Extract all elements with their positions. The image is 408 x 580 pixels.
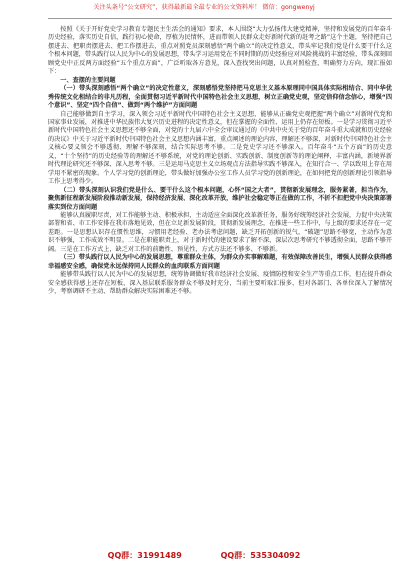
- body-paragraph-2: 能够认真履职尽责，对工作能够主动、积极承担，主动适应全面深化改革新任务，服务好统筹经济社会发展，力促中央决策部署和省、市工作安排在我市落地见效，但在立足新发展阶段，贯彻新发展理念，在推进一些工作中，与上级的要求还存在一定差距。一是思想认识存在惯性思维，习惯用老经验、老办法考虑问题，缺乏开拓创新的锐气，“破题”思路不够宽，主动作为意识不够强，工作成效不明显。二是在职能职责上，对于新时代的建设要求了解不深，深层次思考研究不够透彻全面，思路不够开阔。三是在工作方式上，缺乏对工作的前瞻性、预见性，方式方法还不够多、不够新。: [48, 211, 392, 253]
- document-body: [48, 26, 392, 297]
- qq-group-2: QQ群：535304092: [220, 551, 301, 560]
- qq-group-1: QQ群：31991489: [107, 551, 182, 560]
- promo-header: 关注头条号“公文研究”，获得最新最全最专业的公文资料库！ 微信：gongwenyj: [93, 4, 315, 11]
- body-paragraph-1: 自己能够做到自主学习，深入领会习近平新时代中国特色社会主义思想，能够从正确党史观把握“两个确立”对新时代党和国家事业发展，对推进中华民族伟大复兴历史进程的决定性意义，但在掌握的全面性、运用上仍存在短板。一是学习贯彻习近平新时代中国特色社会主义思想还不够全面，对党的十九届六中全会审议通过的《中共中央关于党的百年奋斗重大成就和历史经验的决议》中关于习近平新时代中国特色社会主义思想内涵丰富，重点阐述的理论内容，理解还不够深，对新时代中国特色社会主义核心要义领会不够透彻、理解不够深刻，结合实际思考不够。二是党史学习还不够深入。百年奋斗“五个方面”的历史意义，“十个坚持”的历史经验等的理解还不够系统，对党的理论创新、实践创新、制度创新等的理论阐释，丰富内涵，新境界新时代理论研究还不够深、深入思考不够。三是运用马克思主义立场观点方法指导实践不够深入，在知行合一、学以致用上存在用学用不紧密的现象。个人学习党的创新理论，带头做好加强办公室工作人员学习党的创新理论，在如何把党的创新理论引领指导工作上思考得少。: [48, 110, 392, 186]
- item-heading-2: （二）带头深刻认识我们党是什么、要干什么这个根本问题，心怀“国之大者”，贯彻新发展理念，服务紧著，担当作为，聚焦新征程新发展阶段推动新发展，保持经济发展、深化改革开放，维护社会稳定等正在做的工作，不折不扣把党中央决策部署落实到位方面问题: [48, 186, 392, 211]
- body-paragraph-3: 能够带头践行以人民为中心的发展思想，统筹协调做好我市经济社会发展、疫情防控和安全生产等重点工作，但在提升群众安全感获得感上还存在短板，深入基层联系服务群众不够及时充分，当前主要听取汇报多、但对各部门、各单位深入了解情况少，考察调研不主动、帮助群众解决实际困难还不够。: [48, 271, 392, 296]
- item-heading-3: （三）带头践行以人民为中心的发展思想，尊重群众主体，为群众办实事解难题，有效保障改善民生，增强人民群众获得感幸福感安全感，确保党永远保持同人民群众的血肉联系方面问题: [48, 254, 392, 270]
- item-heading-1: （一）带头深刻感悟“两个确立”的决定性意义，深刻感悟党坚持把马克思主义基本原理同中国具体实际相结合、同中华优秀传统文化相结合的非凡历程，全面贯彻习近平新时代中国特色社会主义思想，树立正确党史观，坚定信仰信念信心，增强“四个意识”、坚定“四个自信”、做到“两个维护”方面问题: [48, 85, 392, 110]
- intro-paragraph: 按照《关于开好党史学习教育专题民主生活会的通知》要求，本人围绕“大力弘扬伟大建党精神，坚持和发展党的百年奋斗历史经验，落实历史自信，践行初心使命，厚植为民情怀，进而带领人民群众走好新时代新的赶考之路”这个主题，坚持把自己摆进去、把职责摆进去、把工作摆进去，重点对照党员深刻感悟“两个确立”的决定性意义，带头牢记我们党是什么要干什么这个根本问题，带头践行以人民为中心的发展思想，带头学习运用党在不同时期的历史经验应对风险挑战的丰富经验，带头深刻回顾党史中正反两方面经验“五个重点方面”，广泛听取各方意见，深入查找突出问题，认真对照检查，明确努力方向，现汇报如下：: [48, 26, 392, 76]
- section-heading: 一、查摆的主要问题: [60, 76, 116, 84]
- qq-footer: [0, 550, 408, 562]
- header-divider: [48, 18, 392, 19]
